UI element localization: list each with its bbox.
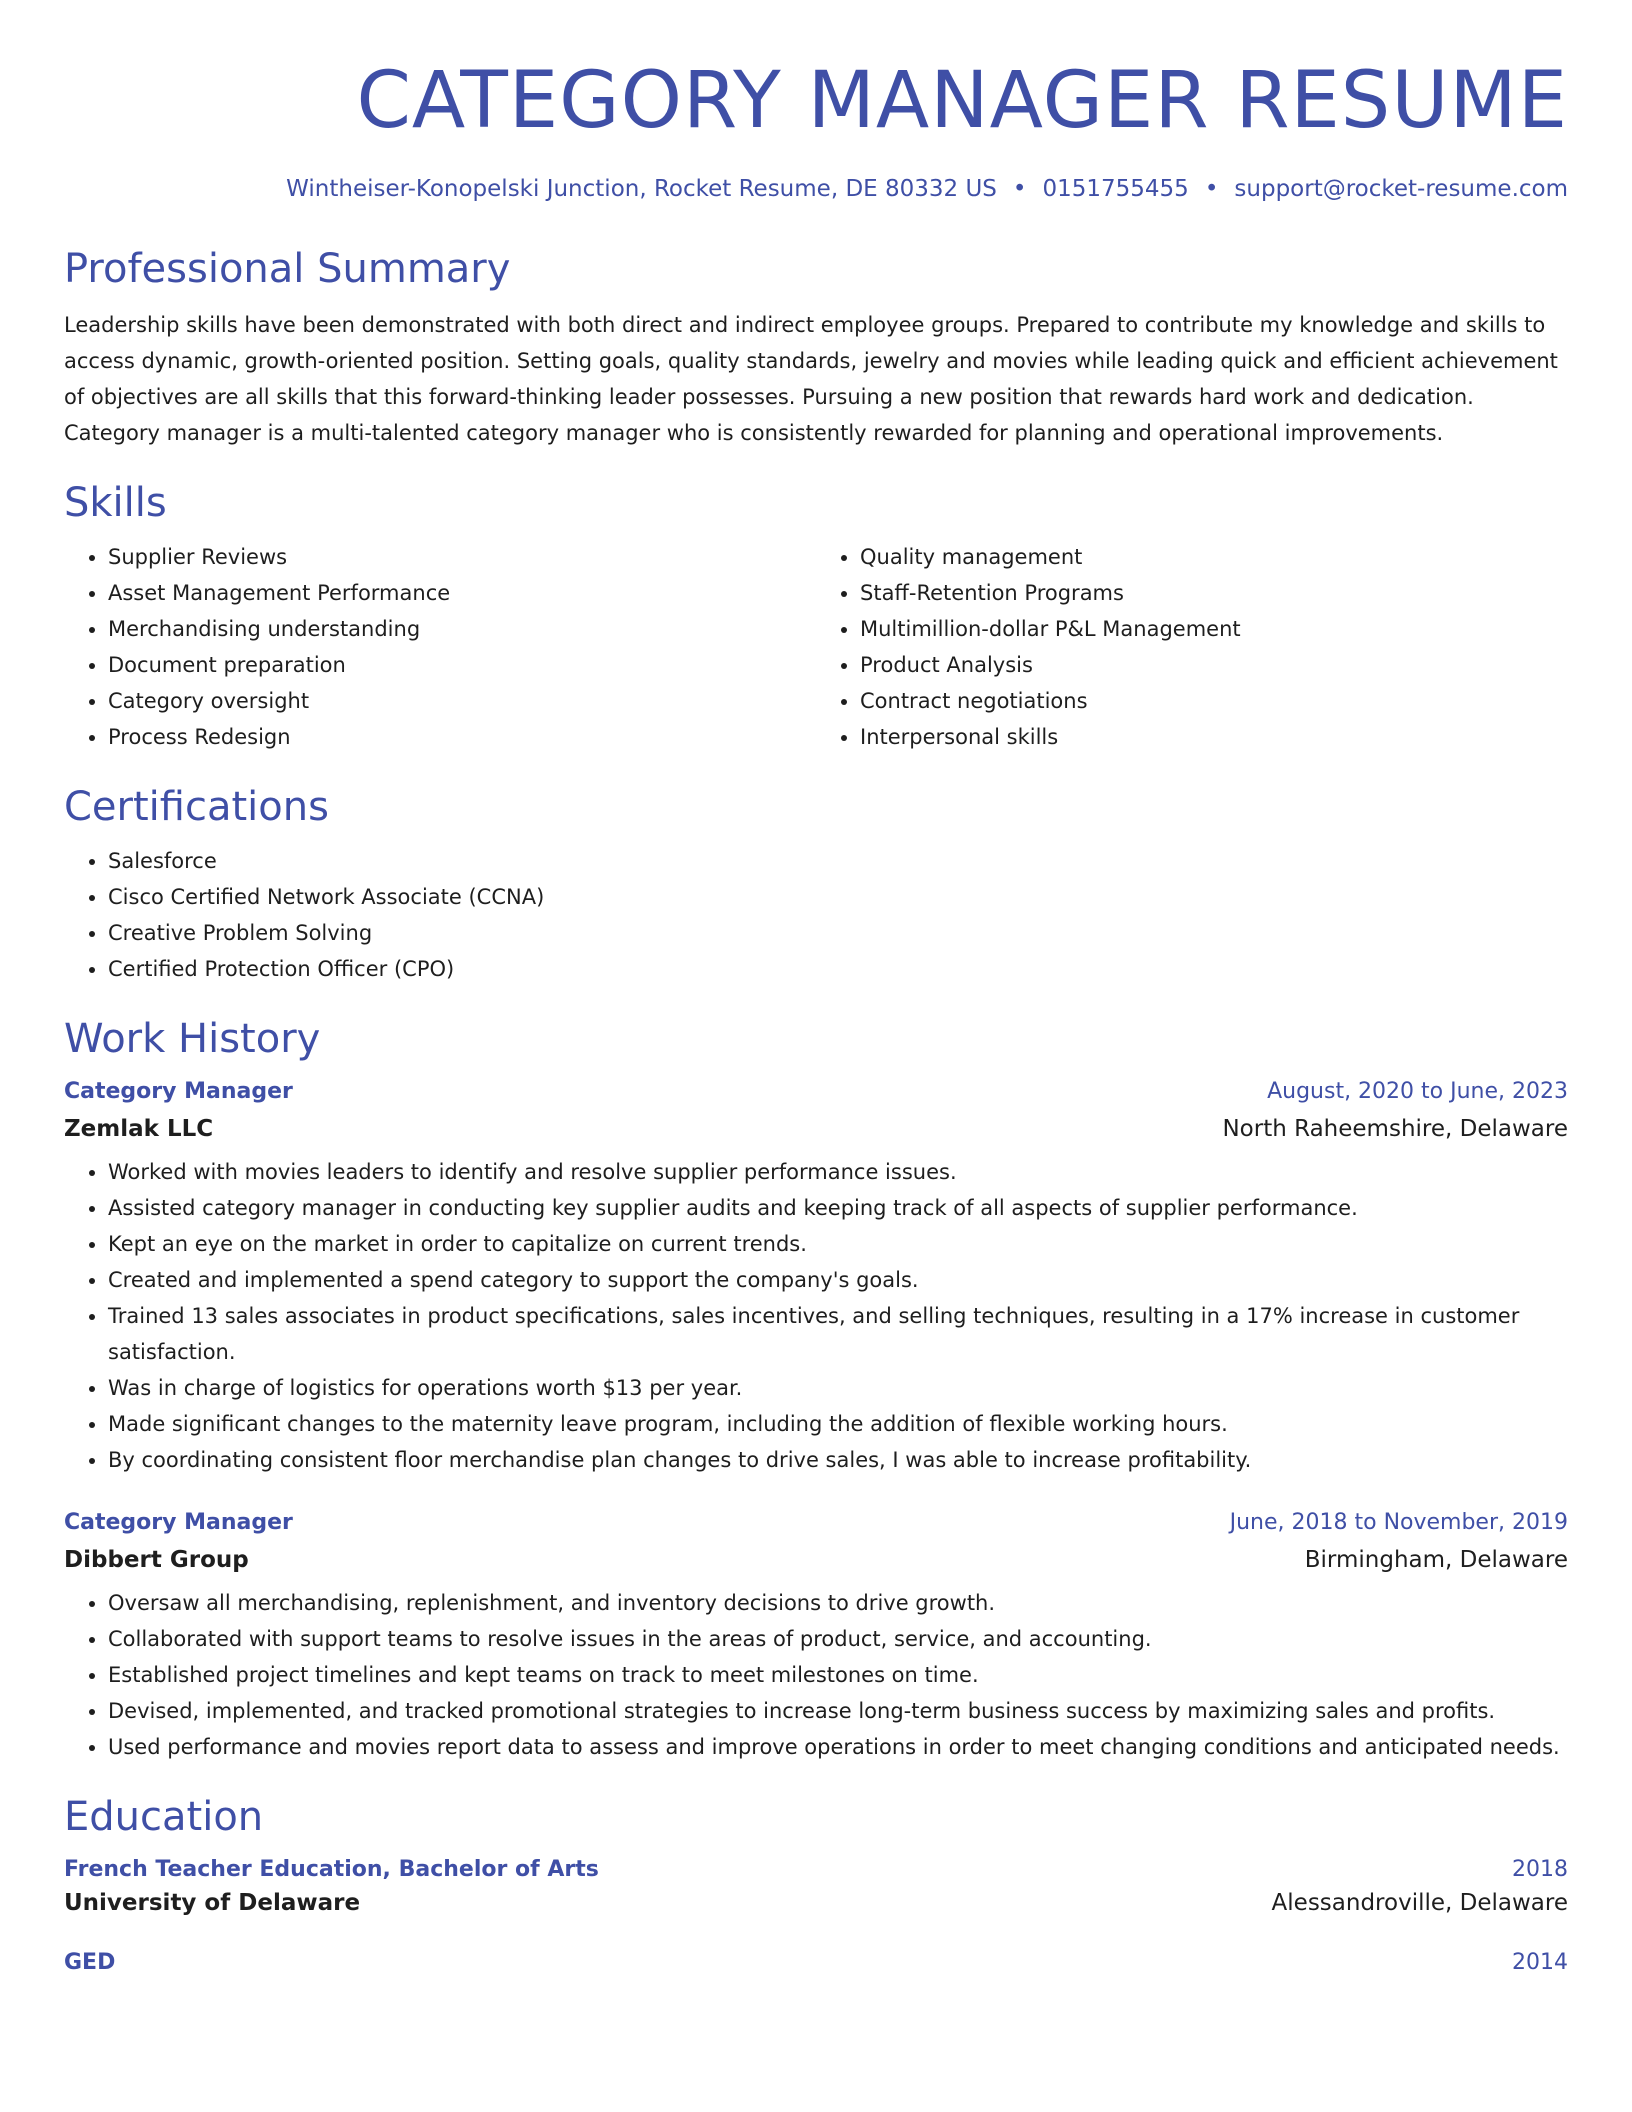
skill-item: • Contract negotiations bbox=[860, 683, 1568, 719]
section-title-work-history: Work History bbox=[64, 1016, 321, 1062]
job-bullet: • Assisted category manager in conducting key supplier audits and keeping track of all aspects of supplier performance. bbox=[108, 1190, 1568, 1226]
education-entry bbox=[64, 1950, 1568, 1975]
job-bullet: • Created and implemented a spend category to support the company's goals. bbox=[108, 1262, 1568, 1298]
skill-item: • Merchandising understanding bbox=[108, 611, 816, 647]
skill-item: • Category oversight bbox=[108, 683, 816, 719]
job-bullet: • Trained 13 sales associates in product specifications, sales incentives, and selling techniques, resulting in a 17% increase in customer satisfaction. bbox=[108, 1298, 1568, 1370]
contact-phone: 0151755455 bbox=[1042, 176, 1189, 202]
certifications-list bbox=[64, 843, 1568, 987]
job-company: Zemlak LLC bbox=[64, 1116, 214, 1142]
job-bullet: • By coordinating consistent floor merchandise plan changes to drive sales, I was able to increase profitability. bbox=[108, 1442, 1568, 1478]
job-subheader bbox=[64, 1547, 1568, 1573]
job-bullet: • Used performance and movies report data to assess and improve operations in order to meet changing conditions and anticipated needs. bbox=[108, 1729, 1568, 1765]
job-bullet: • Was in charge of logistics for operations worth $13 per year. bbox=[108, 1370, 1568, 1406]
skill-item: • Quality management bbox=[860, 539, 1568, 575]
skill-item: • Document preparation bbox=[108, 647, 816, 683]
certification-item: • Cisco Certified Network Associate (CCNA) bbox=[108, 879, 1568, 915]
contact-address: Wintheiser-Konopelski Junction, Rocket Resume, DE 80332 US bbox=[286, 176, 997, 202]
skill-item: • Multimillion-dollar P&L Management bbox=[860, 611, 1568, 647]
section-title-certifications: Certifications bbox=[64, 784, 329, 830]
job-company: Dibbert Group bbox=[64, 1547, 249, 1573]
education-degree: GED bbox=[64, 1950, 116, 1975]
resume-title: CATEGORY MANAGER RESUME bbox=[356, 56, 1568, 146]
job-bullet: • Oversaw all merchandising, replenishment, and inventory decisions to drive growth. bbox=[108, 1585, 1568, 1621]
education-degree: French Teacher Education, Bachelor of Arts bbox=[64, 1857, 599, 1882]
skill-item: • Process Redesign bbox=[108, 719, 816, 755]
job-bullet: • Made significant changes to the maternity leave program, including the addition of flexible working hours. bbox=[108, 1406, 1568, 1442]
contact-separator: • bbox=[1012, 176, 1027, 202]
education-entry bbox=[64, 1857, 1568, 1916]
skill-item: • Supplier Reviews bbox=[108, 539, 816, 575]
contact-line bbox=[64, 178, 1568, 201]
skill-item: • Asset Management Performance bbox=[108, 575, 816, 611]
job-bullet: • Collaborated with support teams to resolve issues in the areas of product, service, and accounting. bbox=[108, 1621, 1568, 1657]
job-bullets bbox=[64, 1585, 1568, 1765]
skills-list-right bbox=[816, 539, 1568, 755]
education-subheader bbox=[64, 1890, 1568, 1916]
job-bullet: • Worked with movies leaders to identify and resolve supplier performance issues. bbox=[108, 1154, 1568, 1190]
education-school: University of Delaware bbox=[64, 1890, 361, 1916]
education-year: 2014 bbox=[1512, 1950, 1568, 1975]
job-bullet: • Devised, implemented, and tracked promotional strategies to increase long-term business success by maximizing sales and profits. bbox=[108, 1693, 1568, 1729]
contact-email[interactable]: support@rocket-resume.com bbox=[1234, 176, 1568, 202]
skill-item: • Staff-Retention Programs bbox=[860, 575, 1568, 611]
job-location: North Raheemshire, Delaware bbox=[1222, 1116, 1568, 1142]
section-title-education: Education bbox=[64, 1794, 264, 1840]
contact-separator: • bbox=[1204, 176, 1219, 202]
education-header bbox=[64, 1950, 1568, 1975]
skill-item: • Interpersonal skills bbox=[860, 719, 1568, 755]
job-role: Category Manager bbox=[64, 1079, 293, 1104]
job-header bbox=[64, 1510, 1568, 1535]
job-entry bbox=[64, 1079, 1568, 1478]
education-location: Alessandroville, Delaware bbox=[1271, 1890, 1568, 1916]
job-location: Birmingham, Delaware bbox=[1304, 1547, 1568, 1573]
certification-item: • Salesforce bbox=[108, 843, 1568, 879]
skill-item: • Product Analysis bbox=[860, 647, 1568, 683]
job-subheader bbox=[64, 1116, 1568, 1142]
job-bullet: • Established project timelines and kept teams on track to meet milestones on time. bbox=[108, 1657, 1568, 1693]
job-dates: June, 2018 to November, 2019 bbox=[1229, 1510, 1568, 1535]
job-bullet: • Kept an eye on the market in order to capitalize on current trends. bbox=[108, 1226, 1568, 1262]
job-entry bbox=[64, 1510, 1568, 1765]
summary-text: Leadership skills have been demonstrated with both direct and indirect employee groups. Prepared to contribute my knowledge and skills to access dynamic, growth-oriented position. Setting goals, quality standards, jewelry and movies while leading quick and efficient achievement of objectives are all skills that this forward-thinking leader possesses. Pursuing a new position that rewards hard work and dedication. Category manager is a multi-talented category manager who is consistently rewarded for planning and operational improvements. bbox=[64, 313, 1558, 445]
skills-grid bbox=[64, 527, 1568, 755]
job-bullets bbox=[64, 1154, 1568, 1478]
job-role: Category Manager bbox=[64, 1510, 293, 1535]
education-header bbox=[64, 1857, 1568, 1882]
job-header bbox=[64, 1079, 1568, 1104]
education-year: 2018 bbox=[1512, 1857, 1568, 1882]
section-title-summary: Professional Summary bbox=[64, 246, 511, 292]
skills-list-left bbox=[64, 539, 816, 755]
certification-item: • Certified Protection Officer (CPO) bbox=[108, 951, 1568, 987]
job-dates: August, 2020 to June, 2023 bbox=[1267, 1079, 1568, 1104]
certification-item: • Creative Problem Solving bbox=[108, 915, 1568, 951]
section-title-skills: Skills bbox=[64, 480, 167, 526]
